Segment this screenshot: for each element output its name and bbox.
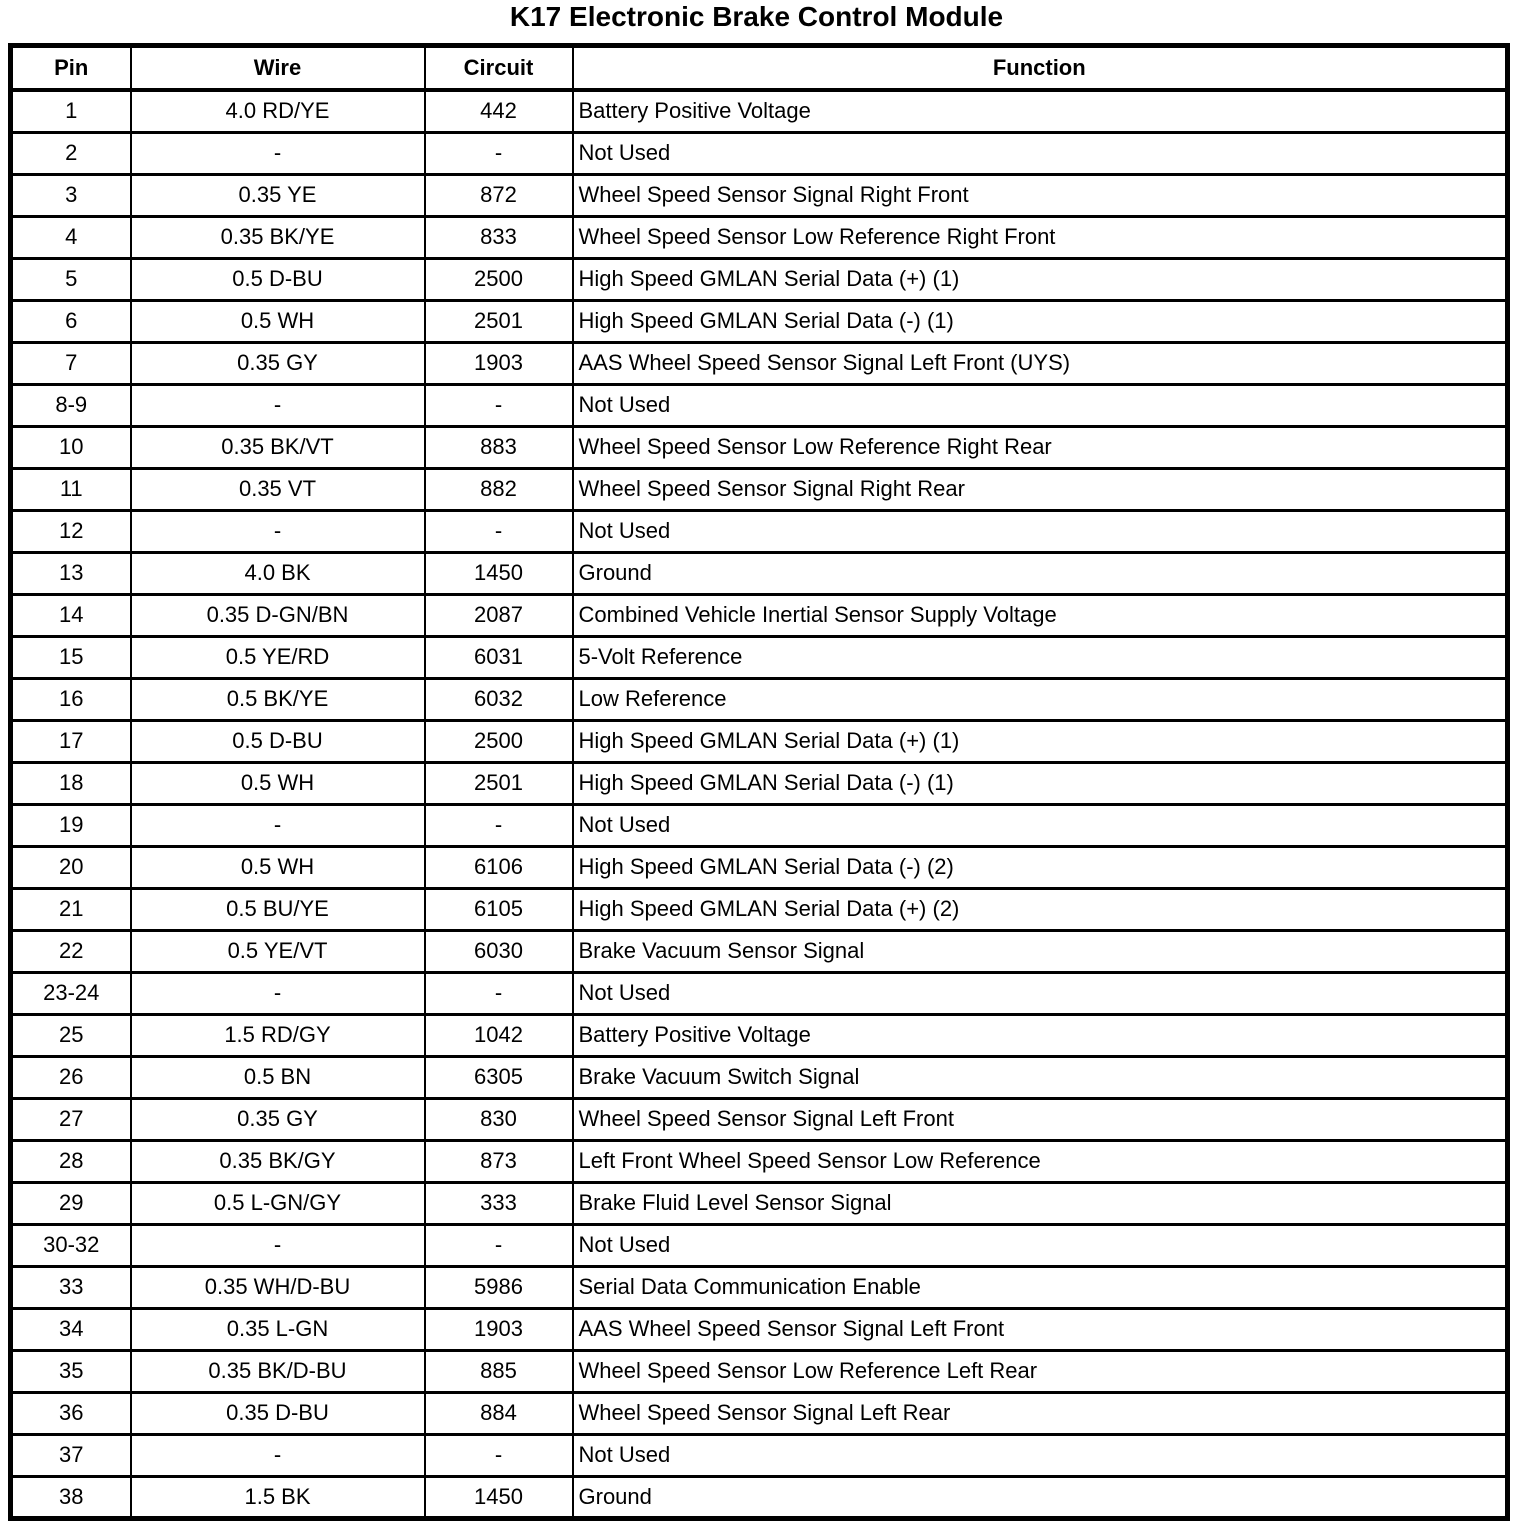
table-row [11, 174, 1508, 216]
pin-cell: 38 [11, 1476, 131, 1518]
table-row [11, 1182, 1508, 1224]
wire-cell: 0.5 D-BU [131, 720, 425, 762]
table-row [11, 594, 1508, 636]
function-cell: Brake Vacuum Switch Signal [573, 1056, 1508, 1098]
function-cell: Ground [573, 552, 1508, 594]
wire-cell: 4.0 BK [131, 552, 425, 594]
wire-cell: - [131, 1224, 425, 1266]
wire-cell: 0.5 WH [131, 846, 425, 888]
function-cell: High Speed GMLAN Serial Data (+) (1) [573, 258, 1508, 300]
table-row [11, 678, 1508, 720]
wire-cell: 0.35 BK/D-BU [131, 1350, 425, 1392]
pin-cell: 29 [11, 1182, 131, 1224]
pin-cell: 27 [11, 1098, 131, 1140]
function-cell: Low Reference [573, 678, 1508, 720]
circuit-cell: 6031 [425, 636, 573, 678]
function-cell: Left Front Wheel Speed Sensor Low Reference [573, 1140, 1508, 1182]
function-cell: Brake Vacuum Sensor Signal [573, 930, 1508, 972]
pinout-table [8, 43, 1510, 1521]
wire-cell: 0.35 BK/YE [131, 216, 425, 258]
pin-cell: 11 [11, 468, 131, 510]
wire-cell: 0.35 GY [131, 1098, 425, 1140]
table-row [11, 888, 1508, 930]
circuit-cell: 2087 [425, 594, 573, 636]
wire-cell: 0.35 L-GN [131, 1308, 425, 1350]
function-cell: High Speed GMLAN Serial Data (-) (2) [573, 846, 1508, 888]
pin-cell: 36 [11, 1392, 131, 1434]
circuit-cell: 2501 [425, 762, 573, 804]
pin-cell: 37 [11, 1434, 131, 1476]
pin-cell: 16 [11, 678, 131, 720]
pin-cell: 5 [11, 258, 131, 300]
table-row [11, 1308, 1508, 1350]
circuit-cell: 2501 [425, 300, 573, 342]
function-cell: Battery Positive Voltage [573, 1014, 1508, 1056]
circuit-cell: 1450 [425, 552, 573, 594]
table-row [11, 1014, 1508, 1056]
wire-cell: 0.35 D-GN/BN [131, 594, 425, 636]
table-row [11, 1476, 1508, 1518]
circuit-cell: 1903 [425, 342, 573, 384]
function-cell: Not Used [573, 132, 1508, 174]
wire-cell: - [131, 510, 425, 552]
pin-cell: 12 [11, 510, 131, 552]
pin-cell: 21 [11, 888, 131, 930]
function-cell: High Speed GMLAN Serial Data (+) (1) [573, 720, 1508, 762]
circuit-cell: - [425, 1224, 573, 1266]
table-row [11, 804, 1508, 846]
function-cell: Not Used [573, 804, 1508, 846]
circuit-cell: 1450 [425, 1476, 573, 1518]
function-cell: Ground [573, 1476, 1508, 1518]
table-row [11, 762, 1508, 804]
wire-cell: 0.35 D-BU [131, 1392, 425, 1434]
page-title: K17 Electronic Brake Control Module [509, 1, 1004, 32]
circuit-cell: 6106 [425, 846, 573, 888]
pin-cell: 18 [11, 762, 131, 804]
circuit-cell: 2500 [425, 720, 573, 762]
function-cell: Wheel Speed Sensor Signal Left Rear [573, 1392, 1508, 1434]
pin-cell: 23-24 [11, 972, 131, 1014]
circuit-cell: - [425, 1434, 573, 1476]
pin-cell: 22 [11, 930, 131, 972]
wire-cell: 0.5 D-BU [131, 258, 425, 300]
circuit-cell: - [425, 384, 573, 426]
function-cell: AAS Wheel Speed Sensor Signal Left Front (UYS) [573, 342, 1508, 384]
circuit-cell: 1903 [425, 1308, 573, 1350]
table-row [11, 552, 1508, 594]
circuit-cell: 883 [425, 426, 573, 468]
pin-cell: 1 [11, 90, 131, 132]
function-cell: Wheel Speed Sensor Low Reference Right Front [573, 216, 1508, 258]
wire-cell: 0.5 BK/YE [131, 678, 425, 720]
wire-cell: 0.5 YE/RD [131, 636, 425, 678]
function-cell: Not Used [573, 1224, 1508, 1266]
pin-cell: 6 [11, 300, 131, 342]
pin-cell: 15 [11, 636, 131, 678]
table-row [11, 300, 1508, 342]
pin-cell: 19 [11, 804, 131, 846]
table-row [11, 972, 1508, 1014]
pin-cell: 3 [11, 174, 131, 216]
circuit-cell: 6030 [425, 930, 573, 972]
wire-cell: 4.0 RD/YE [131, 90, 425, 132]
function-cell: High Speed GMLAN Serial Data (-) (1) [573, 762, 1508, 804]
table-body [11, 90, 1508, 1518]
function-cell: Wheel Speed Sensor Signal Right Front [573, 174, 1508, 216]
table-row [11, 1056, 1508, 1098]
table-row [11, 342, 1508, 384]
function-cell: Serial Data Communication Enable [573, 1266, 1508, 1308]
function-cell: 5-Volt Reference [573, 636, 1508, 678]
wire-cell: - [131, 384, 425, 426]
header-row [11, 46, 1508, 91]
wire-cell: 0.35 BK/VT [131, 426, 425, 468]
circuit-cell: 882 [425, 468, 573, 510]
table-row [11, 1224, 1508, 1266]
function-cell: High Speed GMLAN Serial Data (-) (1) [573, 300, 1508, 342]
wire-cell: 0.5 BN [131, 1056, 425, 1098]
pin-cell: 10 [11, 426, 131, 468]
circuit-cell: 885 [425, 1350, 573, 1392]
wire-cell: 0.35 WH/D-BU [131, 1266, 425, 1308]
pin-cell: 8-9 [11, 384, 131, 426]
wire-cell: - [131, 972, 425, 1014]
circuit-cell: 830 [425, 1098, 573, 1140]
circuit-cell: - [425, 510, 573, 552]
pin-cell: 17 [11, 720, 131, 762]
function-cell: AAS Wheel Speed Sensor Signal Left Front [573, 1308, 1508, 1350]
wire-cell: - [131, 804, 425, 846]
pin-cell: 2 [11, 132, 131, 174]
circuit-cell: 6305 [425, 1056, 573, 1098]
table-row [11, 720, 1508, 762]
wire-cell: 1.5 RD/GY [131, 1014, 425, 1056]
pin-cell: 34 [11, 1308, 131, 1350]
circuit-cell: 442 [425, 90, 573, 132]
pin-cell: 28 [11, 1140, 131, 1182]
column-header-circuit: Circuit [425, 46, 573, 91]
wire-cell: - [131, 132, 425, 174]
circuit-cell: - [425, 132, 573, 174]
column-header-wire: Wire [131, 46, 425, 91]
function-cell: Wheel Speed Sensor Signal Right Rear [573, 468, 1508, 510]
wire-cell: 0.5 BU/YE [131, 888, 425, 930]
function-cell: Wheel Speed Sensor Low Reference Right Rear [573, 426, 1508, 468]
pin-cell: 30-32 [11, 1224, 131, 1266]
pin-cell: 35 [11, 1350, 131, 1392]
table-row [11, 1266, 1508, 1308]
table-row [11, 510, 1508, 552]
table-row [11, 132, 1508, 174]
circuit-cell: 833 [425, 216, 573, 258]
wire-cell: 1.5 BK [131, 1476, 425, 1518]
circuit-cell: 6032 [425, 678, 573, 720]
circuit-cell: 872 [425, 174, 573, 216]
wire-cell: 0.5 YE/VT [131, 930, 425, 972]
wire-cell: 0.5 L-GN/GY [131, 1182, 425, 1224]
wire-cell: 0.35 GY [131, 342, 425, 384]
circuit-cell: 884 [425, 1392, 573, 1434]
circuit-cell: 873 [425, 1140, 573, 1182]
function-cell: Wheel Speed Sensor Signal Left Front [573, 1098, 1508, 1140]
table-row [11, 258, 1508, 300]
pin-cell: 26 [11, 1056, 131, 1098]
function-cell: Not Used [573, 1434, 1508, 1476]
function-cell: Combined Vehicle Inertial Sensor Supply Voltage [573, 594, 1508, 636]
circuit-cell: - [425, 804, 573, 846]
pin-cell: 25 [11, 1014, 131, 1056]
function-cell: Not Used [573, 510, 1508, 552]
wire-cell: 0.5 WH [131, 762, 425, 804]
table-row [11, 1098, 1508, 1140]
function-cell: High Speed GMLAN Serial Data (+) (2) [573, 888, 1508, 930]
table-row [11, 1434, 1508, 1476]
wire-cell: 0.35 BK/GY [131, 1140, 425, 1182]
table-row [11, 1140, 1508, 1182]
circuit-cell: 2500 [425, 258, 573, 300]
circuit-cell: 333 [425, 1182, 573, 1224]
table-row [11, 90, 1508, 132]
wire-cell: 0.35 VT [131, 468, 425, 510]
pin-cell: 4 [11, 216, 131, 258]
circuit-cell: 5986 [425, 1266, 573, 1308]
table-row [11, 1350, 1508, 1392]
pin-cell: 13 [11, 552, 131, 594]
table-row [11, 636, 1508, 678]
column-header-pin: Pin [11, 46, 131, 91]
table-row [11, 384, 1508, 426]
pin-cell: 33 [11, 1266, 131, 1308]
table-row [11, 468, 1508, 510]
function-cell: Wheel Speed Sensor Low Reference Left Rear [573, 1350, 1508, 1392]
circuit-cell: - [425, 972, 573, 1014]
table-row [11, 216, 1508, 258]
wire-cell: - [131, 1434, 425, 1476]
pin-cell: 14 [11, 594, 131, 636]
pin-cell: 20 [11, 846, 131, 888]
function-cell: Not Used [573, 384, 1508, 426]
wire-cell: 0.5 WH [131, 300, 425, 342]
table-row [11, 846, 1508, 888]
circuit-cell: 1042 [425, 1014, 573, 1056]
function-cell: Brake Fluid Level Sensor Signal [573, 1182, 1508, 1224]
function-cell: Not Used [573, 972, 1508, 1014]
column-header-function: Function [573, 46, 1508, 91]
table-row [11, 1392, 1508, 1434]
wire-cell: 0.35 YE [131, 174, 425, 216]
table-row [11, 930, 1508, 972]
circuit-cell: 6105 [425, 888, 573, 930]
pin-cell: 7 [11, 342, 131, 384]
function-cell: Battery Positive Voltage [573, 90, 1508, 132]
table-row [11, 426, 1508, 468]
